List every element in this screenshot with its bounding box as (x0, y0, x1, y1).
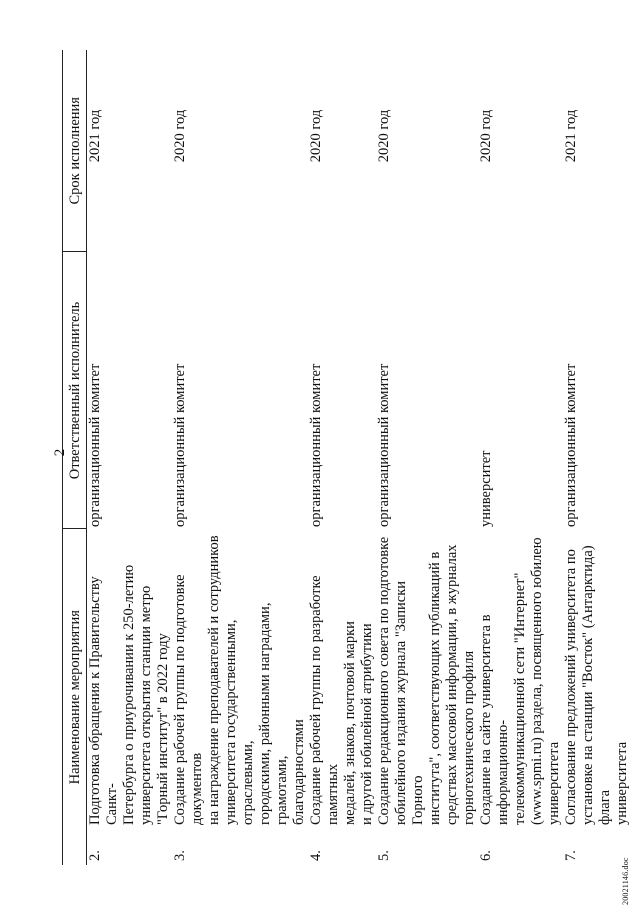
table-row (87, 50, 173, 865)
table-row (376, 50, 478, 865)
event-executor: организационный комитет (563, 363, 579, 527)
event-term: 2020 год (376, 109, 392, 163)
table-row (172, 50, 308, 865)
event-term: 2020 год (172, 109, 188, 163)
event-name: Согласование предложений университета по установке на станции "Восток" (Антарктида) флага университета (563, 545, 630, 825)
header-name: Наименование мероприятия (63, 529, 87, 865)
row-number: 2. (87, 850, 103, 861)
event-name: Создание редакционного совета по подготовке юбилейного издания журнала "Записки Горного института", соответствующих публикаций в средствах массовой информации, в журналах горнотехнического профиля (376, 536, 477, 825)
table-row (563, 50, 640, 865)
event-name: Создание на сайте университета в информационно- телекоммуникационной сети "Интернет" (www.spmi.ru) раздела, посвященного юбилею университета (478, 537, 562, 825)
header-executor: Ответственный исполнитель (63, 252, 87, 529)
event-executor: организационный комитет (172, 363, 188, 527)
event-term: 2020 год (478, 109, 494, 163)
footer-filename: 20021146.doc (621, 857, 630, 905)
event-executor: организационный комитет (87, 363, 103, 527)
event-executor: университет (478, 450, 494, 527)
row-number: 4. (308, 850, 324, 861)
table-row (308, 50, 376, 865)
event-term: 2021 год (87, 109, 103, 163)
row-number: 5. (376, 850, 392, 861)
event-term: 2020 год (308, 109, 324, 163)
row-number: 3. (172, 850, 188, 861)
row-number: 7. (563, 850, 579, 861)
event-name: Создание рабочей группы по подготовке документов на награждение преподавателей и сотрудников университета государственными, отраслевыми, городскими, районными наградами, грамотами, благодарностями (172, 535, 307, 825)
page-number: 2 (52, 448, 68, 457)
event-executor: организационный комитет (376, 363, 392, 527)
event-term: 2021 год (563, 109, 579, 163)
row-number: 6. (478, 850, 494, 861)
header-term: Срок исполнения (63, 50, 87, 252)
event-name: Подготовка обращения к Правительству Санкт- Петербурга о приурочивании к 250-летию университета открытия станции метро "Горный институт" в 2022 году (87, 564, 171, 825)
table-header-row (63, 50, 87, 865)
event-executor: организационный комитет (308, 363, 324, 527)
events-table (62, 50, 640, 865)
event-name: Создание рабочей группы по разработке памятных медалей, знаков, почтовой марки и другой юбилейной атрибутики (308, 575, 375, 825)
table-row (478, 50, 563, 865)
